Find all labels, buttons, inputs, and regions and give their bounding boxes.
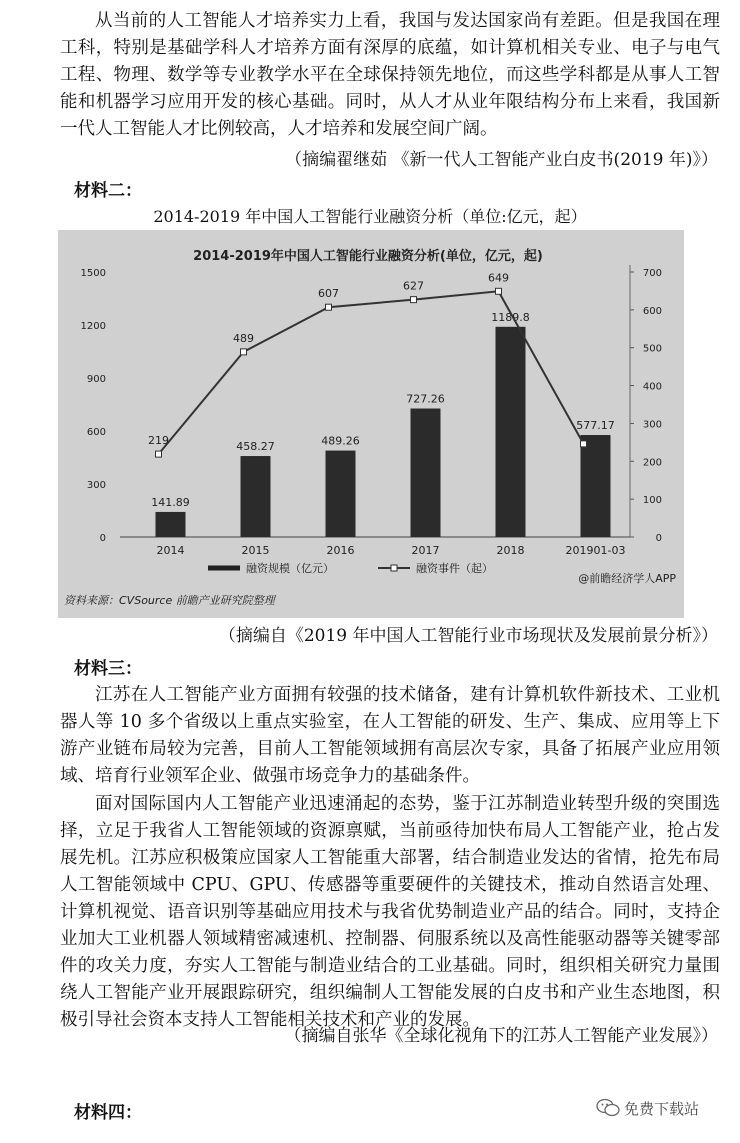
heading-material-three: 材料三： — [74, 659, 142, 679]
watermark-text: 免费下载站 — [624, 1100, 700, 1118]
right-tick-label: 700 — [642, 268, 662, 279]
legend-line-label: 融资事件（起） — [416, 562, 493, 575]
left-tick-label: 1200 — [80, 321, 106, 332]
legend-bar-label: 融资规模（亿元） — [246, 562, 334, 575]
chart-title: 2014-2019年中国人工智能行业融资分析(单位，亿元，起) — [193, 249, 543, 264]
right-tick-label: 300 — [642, 419, 662, 431]
source-citation-one: （摘编翟继茹 《新一代人工智能产业白皮书(2019 年)》） — [285, 150, 718, 170]
x-tick-label: 2014 — [156, 544, 185, 557]
bar-2015 — [241, 456, 271, 537]
right-tick-label: 100 — [642, 495, 662, 507]
x-tick-label: 2016 — [326, 544, 355, 557]
source-citation-three: （摘编自张华《全球化视角下的江苏人工智能产业发展》） — [284, 1026, 718, 1046]
event-value-label: 607 — [318, 287, 339, 301]
bar-201901-03 — [581, 435, 611, 537]
paragraph-material-one: 从当前的人工智能人才培养实力上看，我国与发达国家尚有差距。但是我国在理工科，特别是基础学科人才培养方面有深厚的底蕴，如计算机相关专业、电子与电气工程、物理、数学等专业教学水平在全球保持领先地位，而这些学科都是从事人工智能和机器学习应用开发的核心基础。同时，从人才从业年限结构分布上来看，我国新一代人工智能人才比例较高，人才培养和发展空间广阔。 — [60, 11, 720, 139]
wechat-icon — [596, 1098, 620, 1118]
event-marker — [156, 451, 162, 457]
left-tick-label: 600 — [86, 427, 106, 438]
legend-line-marker — [391, 565, 397, 571]
bar-value-label: 141.89 — [151, 495, 190, 509]
bar-value-label: 458.27 — [236, 440, 275, 454]
bar-value-label: 727.26 — [406, 392, 445, 406]
event-value-label: 219 — [148, 434, 169, 448]
event-value-label: 649 — [488, 271, 509, 285]
chart-caption: 2014-2019 年中国人工智能行业融资分析（单位:亿元，起） — [153, 207, 587, 226]
bar-2017 — [411, 409, 441, 537]
chart-brand: @前瞻经济学人APP — [578, 572, 676, 585]
event-value-label: 489 — [233, 331, 254, 345]
x-tick-label: 2015 — [241, 544, 270, 557]
bar-2014 — [156, 512, 186, 537]
heading-material-four: 材料四： — [74, 1103, 142, 1123]
source-citation-two: （摘编自《2019 年中国人工智能行业市场现状及发展前景分析》） — [218, 626, 718, 646]
bar-value-label: 489.26 — [321, 434, 360, 448]
right-tick-label: 0 — [655, 533, 662, 544]
heading-material-two: 材料二： — [74, 181, 142, 201]
event-marker — [326, 304, 332, 310]
right-tick-label: 500 — [642, 343, 662, 355]
left-tick-label: 300 — [86, 480, 106, 491]
event-marker — [496, 288, 502, 294]
right-tick-label: 600 — [642, 305, 662, 317]
event-marker — [411, 297, 417, 303]
x-tick-label: 201901-03 — [565, 544, 626, 557]
paragraph-material-three-a: 江苏在人工智能产业方面拥有较强的技术储备，建有计算机软件新技术、工业机器人等 10 多个省级以上重点实验室，在人工智能的研发、生产、集成、应用等上下游产业链布局较为完善，目前人工智能领域拥有高层次专家，具备了拓展产业应用领域、培育行业领军企业、做强市场竞争力的基础条件。 — [60, 685, 720, 786]
left-tick-label: 0 — [99, 533, 106, 544]
x-tick-label: 2018 — [496, 544, 525, 557]
event-value-label: 627 — [403, 279, 424, 293]
event-marker — [581, 441, 587, 447]
bar-value-label: 577.17 — [576, 419, 615, 433]
right-tick-label: 200 — [642, 457, 662, 469]
bar-2016 — [326, 451, 356, 537]
paragraph-material-three-b: 面对国际国内人工智能产业迅速涌起的态势，鉴于江苏制造业转型升级的突围选择，立足于我省人工智能领域的资源禀赋，当前亟待加快布局人工智能产业，抢占发展先机。江苏应积极策应国家人工智能重大部署，结合制造业发达的省情，抢先布局人工智能领域中 CPU、GPU、传感器等重要硬件的关键技术，推动自然语言处理、计算机视觉、语音识别等基础应用技术与我省优势制造业产品的结合。同时，支持企业加大工业机器人领域精密减速机、控制器、伺服系统以及高性能驱动器等关键零部件的攻关力度，夯实人工智能与制造业结合的工业基础。同时，组织相关研究力量围绕人工智能产业开展跟踪研究，组织编制人工智能发展的白皮书和产业生态地图，积极引导社会资本支持人工智能相关技术和产业的发展。 — [60, 794, 720, 1030]
bar-2018 — [496, 327, 526, 537]
event-marker — [241, 349, 247, 355]
x-tick-label: 2017 — [411, 544, 440, 557]
left-tick-label: 1500 — [80, 268, 106, 279]
financing-chart — [58, 230, 684, 618]
right-tick-label: 400 — [642, 381, 662, 393]
chart-source: 资料来源：CVSource 前瞻产业研究院整理 — [64, 594, 275, 607]
left-tick-label: 900 — [86, 374, 106, 385]
bar-value-label: 1189.8 — [491, 310, 530, 324]
